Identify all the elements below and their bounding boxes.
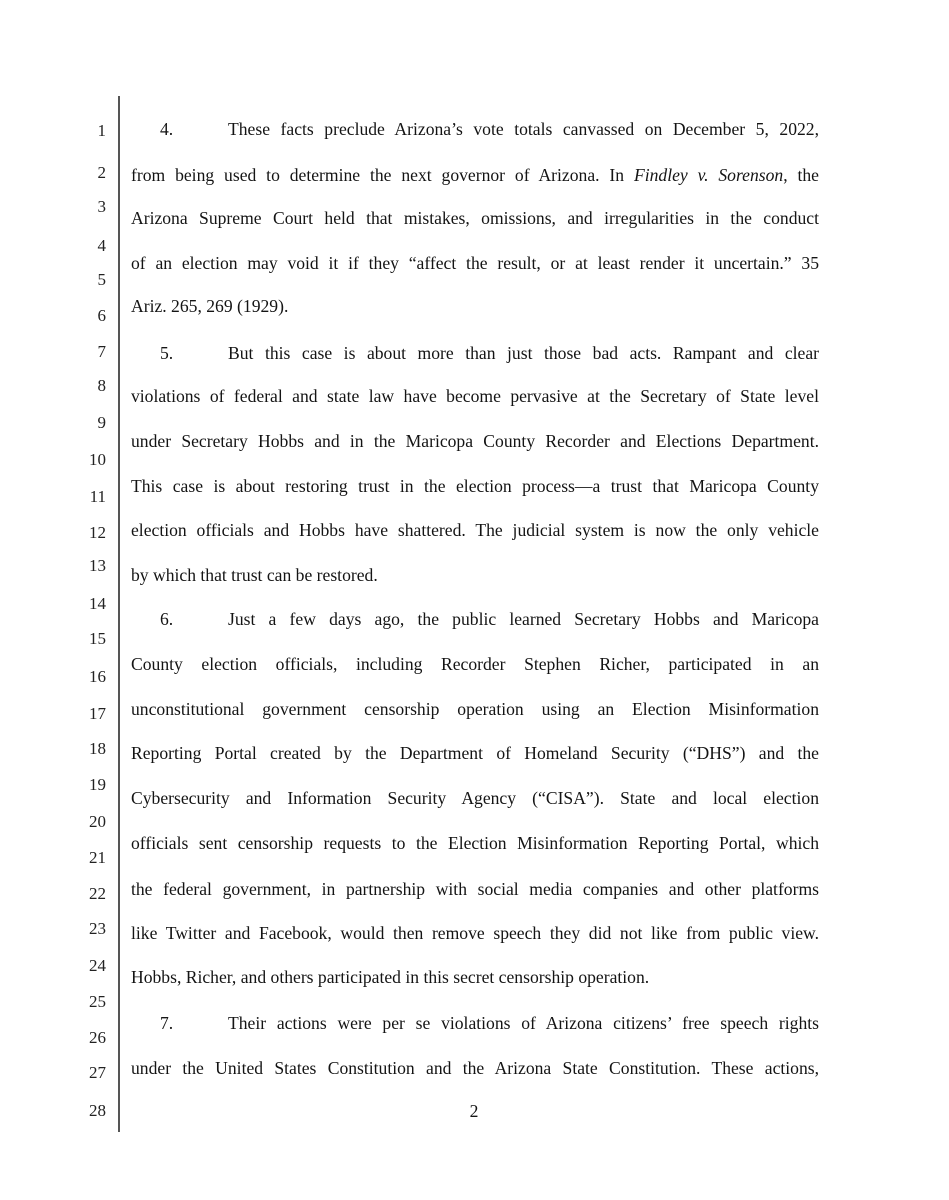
- paragraph-text: from being used to determine the next governor of Arizona. In: [131, 165, 625, 185]
- line-number: 14: [89, 594, 106, 613]
- line-number: 24: [89, 956, 106, 975]
- paragraph-6-line-1: [160, 607, 819, 631]
- paragraph-5-line-1: [160, 341, 819, 365]
- paragraph-5-line-6: by which that trust can be restored.: [131, 565, 378, 585]
- line-number: 9: [97, 413, 106, 432]
- line-number: 27: [89, 1063, 106, 1082]
- line-number: 10: [89, 450, 106, 469]
- line-number: 18: [89, 739, 106, 758]
- line-number: 17: [89, 704, 106, 723]
- paragraph-4-line-2: [131, 163, 819, 187]
- paragraph-text: These facts preclude Arizona’s vote totals canvassed on December 5, 2022,: [228, 119, 819, 139]
- paragraph-text: But this case is about more than just those bad acts. Rampant and clear: [228, 343, 819, 363]
- line-number: 26: [89, 1028, 106, 1047]
- line-number: 19: [89, 775, 106, 794]
- line-number: 7: [97, 342, 106, 361]
- paragraph-6-line-4: Reporting Portal created by the Department of Homeland Security (“DHS”) and the: [131, 743, 819, 763]
- line-number: 6: [97, 306, 106, 325]
- paragraph-4-line-3: Arizona Supreme Court held that mistakes, omissions, and irregularities in the conduct: [131, 208, 819, 228]
- paragraph-6-line-3: unconstitutional government censorship operation using an Election Misinformation: [131, 699, 819, 719]
- paragraph-text: Just a few days ago, the public learned Secretary Hobbs and Maricopa: [228, 609, 819, 629]
- paragraph-7-line-1: [160, 1011, 819, 1035]
- paragraph-number: 7.: [160, 1013, 174, 1033]
- paragraph-6-line-9: Hobbs, Richer, and others participated in this secret censorship operation.: [131, 967, 650, 987]
- line-number: 8: [97, 376, 106, 395]
- line-number: 23: [89, 919, 106, 938]
- paragraph-number: 6.: [160, 609, 174, 629]
- paragraph-5-line-3: under Secretary Hobbs and in the Maricopa County Recorder and Elections Department.: [131, 431, 819, 451]
- line-number: 15: [89, 629, 106, 648]
- line-number: 1: [97, 121, 106, 140]
- line-number: 4: [97, 236, 106, 255]
- line-number: 3: [97, 197, 106, 216]
- paragraph-7-line-2: under the United States Constitution and the Arizona State Constitution. These actions,: [131, 1058, 819, 1078]
- paragraph-6-line-5: Cybersecurity and Information Security Agency (“CISA”). State and local election: [131, 788, 819, 808]
- paragraph-6-line-6: officials sent censorship requests to the Election Misinformation Reporting Portal, which: [131, 833, 819, 853]
- paragraph-text: Their actions were per se violations of Arizona citizens’ free speech rights: [228, 1013, 819, 1033]
- paragraph-4-line-4: of an election may void it if they “affect the result, or at least render it uncertain.” 35: [131, 253, 819, 273]
- paragraph-5-line-5: election officials and Hobbs have shattered. The judicial system is now the only vehicle: [131, 520, 819, 540]
- paragraph-4-line-5: Ariz. 265, 269 (1929).: [131, 296, 289, 316]
- paragraph-4-line-1: [160, 117, 819, 141]
- line-number: 28: [89, 1101, 106, 1120]
- line-number: 13: [89, 556, 106, 575]
- line-number: 16: [89, 667, 106, 686]
- paragraph-6-line-7: the federal government, in partnership with social media companies and other platforms: [131, 879, 819, 899]
- paragraph-5-line-4: This case is about restoring trust in the election process—a trust that Maricopa County: [131, 476, 819, 496]
- case-citation: Findley v. Sorenson: [633, 165, 784, 185]
- line-number: 5: [97, 270, 106, 289]
- paragraph-5-line-2: violations of federal and state law have become pervasive at the Secretary of State level: [131, 386, 819, 406]
- paragraph-text: , the: [783, 165, 819, 185]
- line-number: 11: [89, 487, 106, 506]
- line-number: 21: [89, 848, 106, 867]
- paragraph-6-line-2: County election officials, including Recorder Stephen Richer, participated in an: [131, 654, 819, 674]
- page-number: 2: [469, 1101, 479, 1121]
- line-number: 22: [89, 884, 106, 903]
- line-number: 2: [97, 163, 106, 182]
- line-number: 25: [89, 992, 106, 1011]
- line-number: 20: [89, 812, 106, 831]
- paragraph-6-line-8: like Twitter and Facebook, would then remove speech they did not like from public view.: [131, 923, 819, 943]
- paragraph-number: 4.: [160, 119, 174, 139]
- line-number: 12: [89, 523, 106, 542]
- paragraph-number: 5.: [160, 343, 174, 363]
